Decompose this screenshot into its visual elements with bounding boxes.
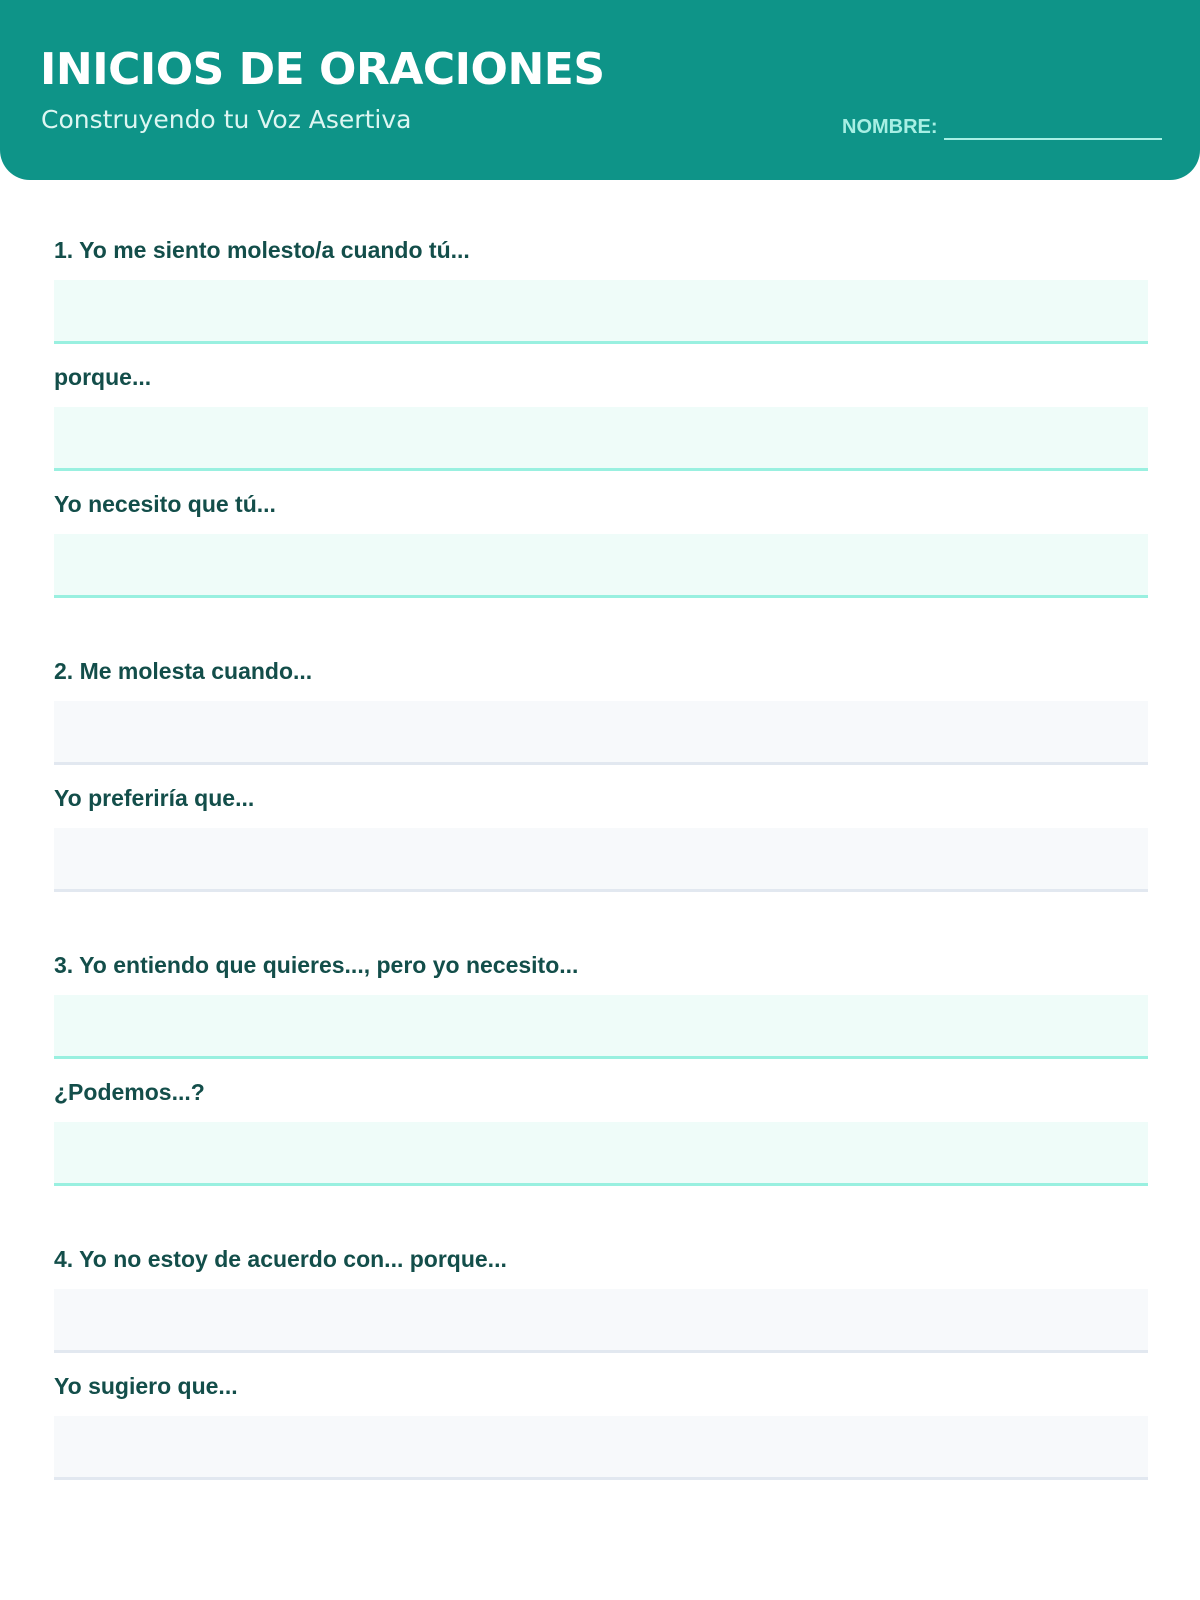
- prompt-1-feel-upset: 1. Yo me siento molesto/a cuando tú...: [54, 237, 470, 263]
- answer-box-1c[interactable]: [54, 534, 1148, 598]
- page-title: INICIOS DE ORACIONES: [40, 44, 605, 95]
- prompt-1-need: Yo necesito que tú...: [54, 491, 276, 517]
- answer-box-4b[interactable]: [54, 1416, 1148, 1480]
- prompt-3-can-we: ¿Podemos...?: [54, 1079, 205, 1105]
- prompt-4-disagree: 4. Yo no estoy de acuerdo con... porque...: [54, 1246, 507, 1272]
- answer-box-2a[interactable]: [54, 701, 1148, 765]
- answer-box-4a[interactable]: [54, 1289, 1148, 1353]
- name-input-line[interactable]: [944, 118, 1162, 140]
- answer-box-1a[interactable]: [54, 280, 1148, 344]
- prompt-3-understand: 3. Yo entiendo que quieres..., pero yo necesito...: [54, 952, 579, 978]
- page-header: [0, 0, 1200, 180]
- prompt-1-because: porque...: [54, 364, 152, 390]
- page-subtitle: Construyendo tu Voz Asertiva: [41, 105, 412, 134]
- prompt-2-prefer: Yo preferiría que...: [54, 785, 255, 811]
- answer-box-2b[interactable]: [54, 828, 1148, 892]
- answer-box-1b[interactable]: [54, 407, 1148, 471]
- name-label: NOMBRE:: [842, 116, 938, 138]
- name-field: [842, 114, 1162, 140]
- prompt-2-bothers: 2. Me molesta cuando...: [54, 658, 313, 684]
- answer-box-3a[interactable]: [54, 995, 1148, 1059]
- prompt-4-suggest: Yo sugiero que...: [54, 1373, 238, 1399]
- answer-box-3b[interactable]: [54, 1122, 1148, 1186]
